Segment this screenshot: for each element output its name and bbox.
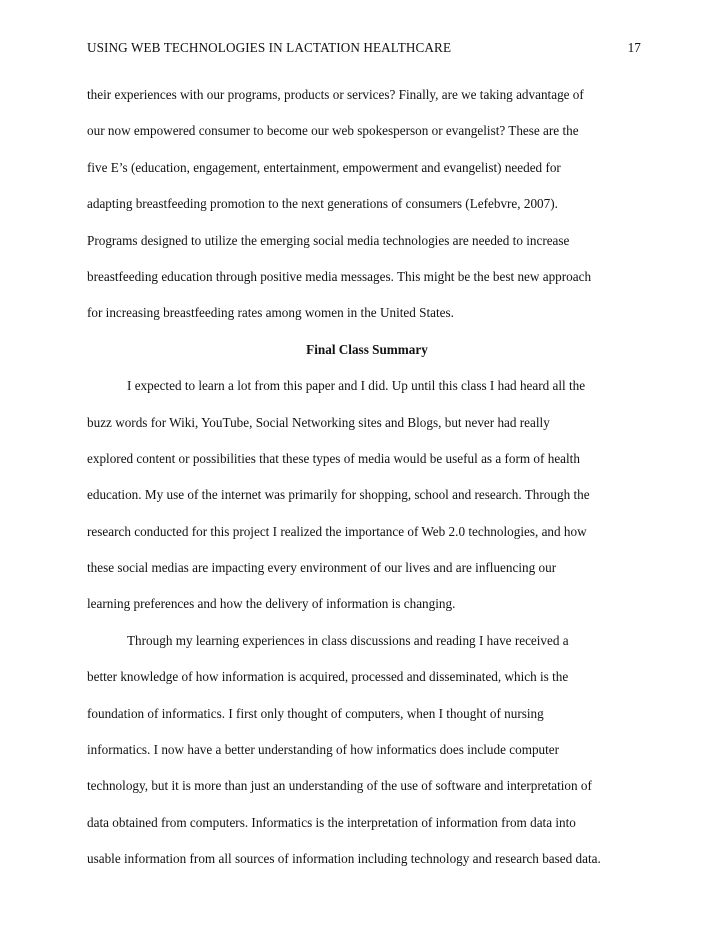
text-line: explored content or possibilities that these types of media would be useful as a form of health: [87, 450, 580, 466]
text-line: learning preferences and how the delivery of information is changing.: [87, 596, 456, 612]
text-line: foundation of informatics. I first only thought of computers, when I thought of nursing: [87, 705, 544, 721]
text-line: five E’s (education, engagement, entertainment, empowerment and evangelist) needed for: [87, 159, 561, 175]
text-line: adapting breastfeeding promotion to the next generations of consumers (Lefebvre, 2007).: [87, 196, 558, 212]
text-line: research conducted for this project I realized the importance of Web 2.0 technologies, and how: [87, 523, 587, 539]
text-line: usable information from all sources of information including technology and research based data.: [87, 851, 601, 867]
text-line: Programs designed to utilize the emerging social media technologies are needed to increase: [87, 232, 570, 248]
text-line: data obtained from computers. Informatics is the interpretation of information from data into: [87, 814, 576, 830]
text-line: technology, but it is more than just an understanding of the use of software and interpretation of: [87, 778, 592, 794]
section-heading: Final Class Summary: [306, 341, 428, 357]
running-head: [87, 36, 641, 60]
text-line: our now empowered consumer to become our web spokesperson or evangelist? These are the: [87, 123, 579, 139]
running-head-title: USING WEB TECHNOLOGIES IN LACTATION HEALTHCARE: [87, 40, 452, 55]
text-line: better knowledge of how information is acquired, processed and disseminated, which is the: [87, 669, 569, 685]
page-number: 17: [627, 40, 641, 55]
paragraph-first-line: Through my learning experiences in class discussions and reading I have received a: [127, 632, 569, 648]
text-line: education. My use of the internet was primarily for shopping, school and research. Through the: [87, 487, 590, 503]
paragraph-first-line: I expected to learn a lot from this paper and I did. Up until this class I had heard all the: [127, 378, 586, 394]
text-line: informatics. I now have a better understanding of how informatics does include computer: [87, 742, 560, 758]
text-line: buzz words for Wiki, YouTube, Social Networking sites and Blogs, but never had really: [87, 414, 550, 430]
text-line: for increasing breastfeeding rates among women in the United States.: [87, 305, 454, 321]
text-line: breastfeeding education through positive media messages. This might be the best new approach: [87, 268, 592, 284]
text-line: their experiences with our programs, products or services? Finally, are we taking advantage of: [87, 87, 584, 102]
body-text: [87, 83, 647, 884]
text-line: these social medias are impacting every environment of our lives and are influencing our: [87, 560, 557, 576]
